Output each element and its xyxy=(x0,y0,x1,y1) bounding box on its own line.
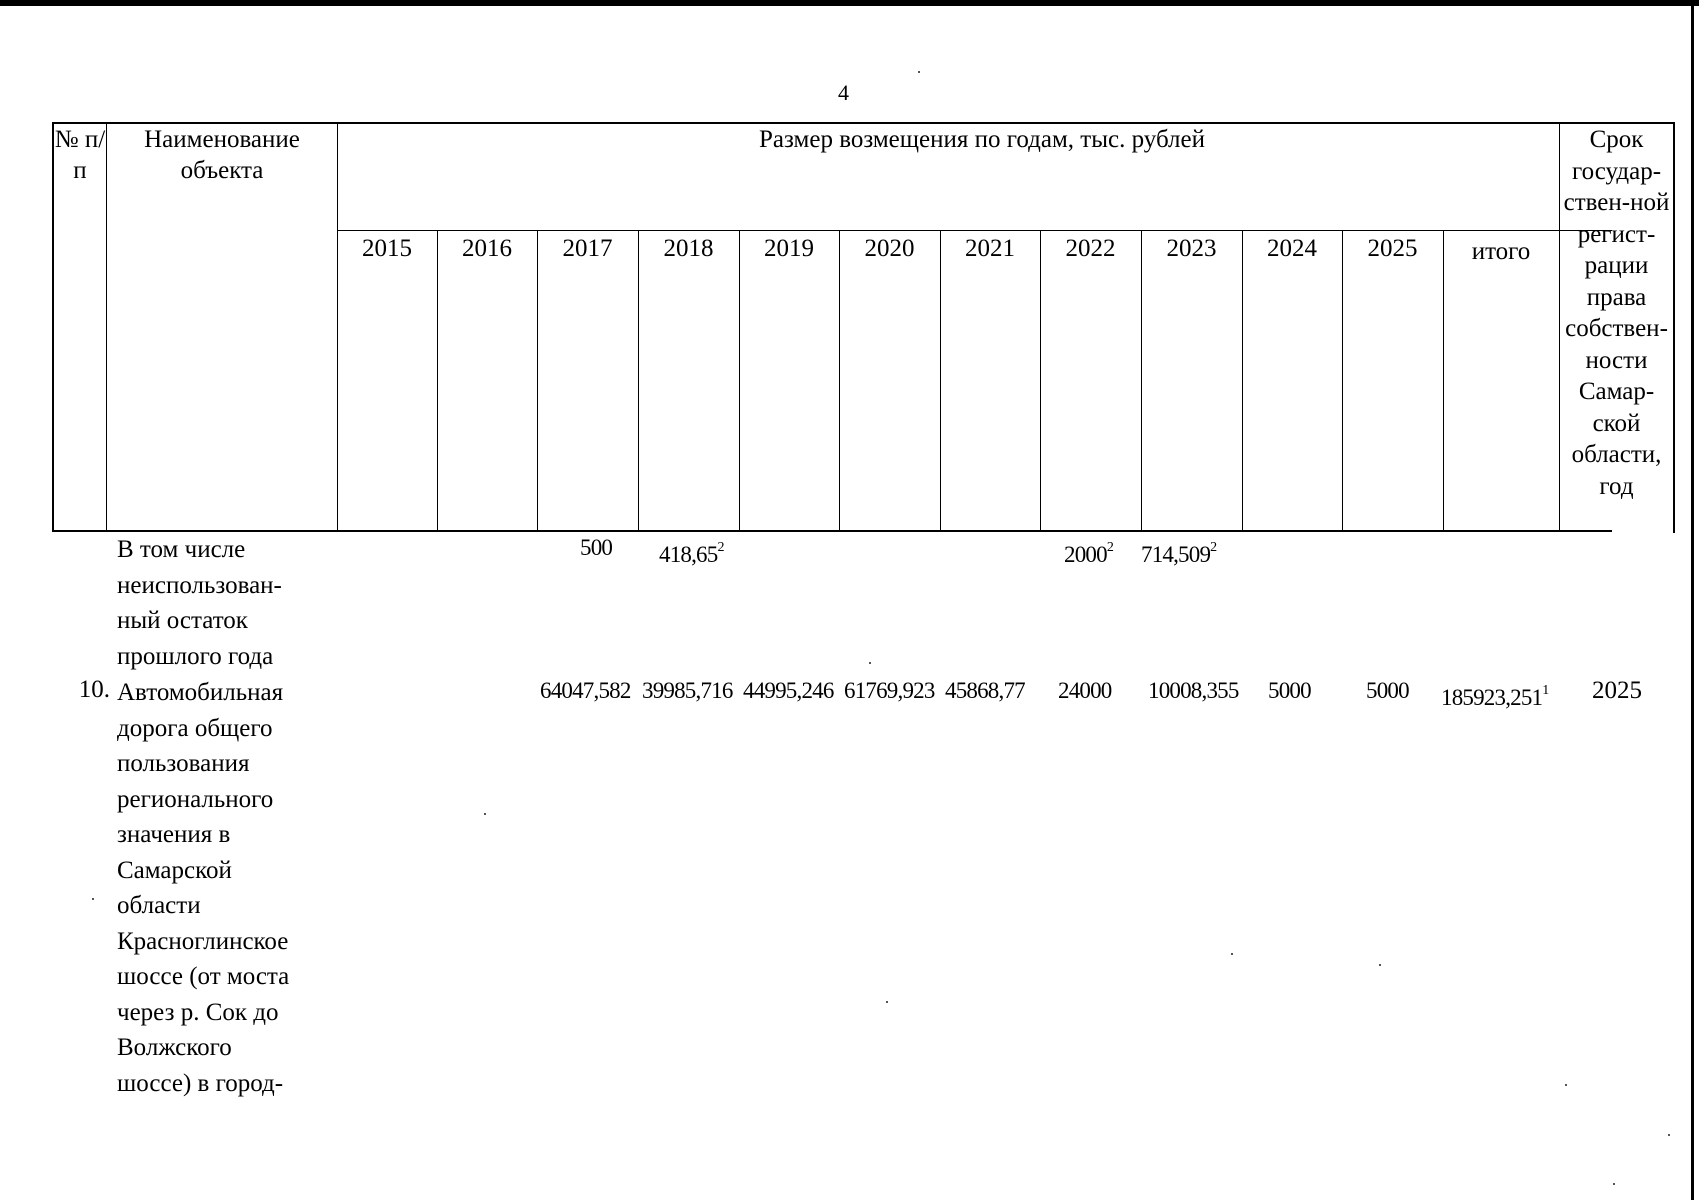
scan-speck xyxy=(484,813,486,815)
value-2019: 44995,246 xyxy=(743,678,834,703)
year-2021-header: 2021 xyxy=(965,235,1015,262)
value-total: 185923,251$^1$ xyxy=(1441,683,1550,710)
scan-speck xyxy=(1379,964,1381,966)
value-2023: 714,509$^2$ xyxy=(1141,540,1218,567)
scan-speck xyxy=(1231,953,1233,955)
scan-speck xyxy=(869,662,871,664)
value-2023: 10008,355 xyxy=(1148,678,1239,703)
year-2018-header: 2018 xyxy=(663,235,714,262)
scan-speck xyxy=(1613,1183,1615,1185)
right-border xyxy=(1691,0,1694,1200)
year-2023-header: 2023 xyxy=(1166,235,1217,262)
scan-speck xyxy=(1668,1134,1670,1136)
value-2020: 61769,923 xyxy=(844,678,935,703)
value-2025: 5000 xyxy=(1366,678,1409,703)
year-2020-header: 2020 xyxy=(864,235,915,262)
value-2022: 2000$^2$ xyxy=(1064,540,1114,567)
scan-speck xyxy=(92,898,94,900)
value-2018: 418,65$^2$ xyxy=(659,540,725,567)
table-header xyxy=(52,122,1673,533)
total-header: итого xyxy=(1471,238,1531,265)
deadline-header: Срок государ-ствен-ной регист-рации права собствен-ности Самар-ской области, год xyxy=(1563,126,1670,500)
col-name-header: Наименование объекта xyxy=(144,126,300,184)
value-2024: 5000 xyxy=(1268,678,1311,703)
value-2021: 45868,77 xyxy=(945,678,1025,703)
amount-group-header: Размер возмещения по годам, тыс. рублей xyxy=(759,126,1205,153)
value-2017: 64047,582 xyxy=(540,678,631,703)
registration-year: 2025 xyxy=(1592,677,1642,704)
row-name: Автомобильная дорога общего пользования регионального значения в Самарской области Красноглинское шоссе (от моста через р. Сок до Волжского шоссе) в город- xyxy=(117,679,290,1097)
page-number: 4 xyxy=(838,80,849,105)
col-number-header: № п/п xyxy=(54,126,106,184)
row-name: В том числе неиспользован- ный остаток прошлого года xyxy=(117,536,282,670)
year-2025-header: 2025 xyxy=(1367,235,1418,262)
year-2015-header: 2015 xyxy=(362,235,412,262)
scan-speck xyxy=(918,71,920,73)
value-2018: 39985,716 xyxy=(642,678,733,703)
row-number: 10. xyxy=(78,676,110,703)
year-2024-header: 2024 xyxy=(1267,235,1317,262)
scan-speck xyxy=(886,1001,888,1003)
year-2016-header: 2016 xyxy=(462,235,512,262)
top-border xyxy=(0,0,1699,6)
year-2017-header: 2017 xyxy=(562,235,613,262)
value-2017: 500 xyxy=(580,535,613,560)
value-2022: 24000 xyxy=(1058,678,1112,703)
year-2022-header: 2022 xyxy=(1065,235,1116,262)
year-2019-header: 2019 xyxy=(764,235,814,262)
scan-speck xyxy=(1565,1084,1567,1086)
